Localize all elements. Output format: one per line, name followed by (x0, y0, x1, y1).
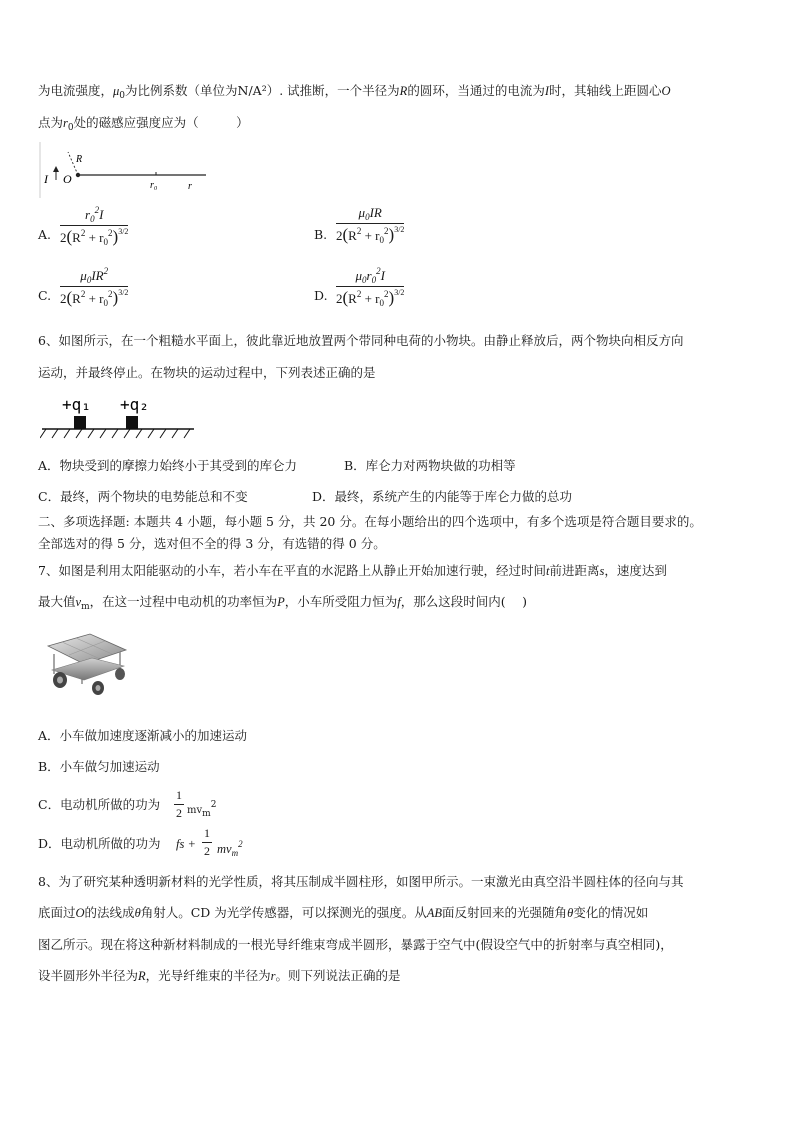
q7-line1-pre: 7、如图是利用太阳能驱动的小车，若小车在平直的水泥路上从静止开始加速行驶，经过时间 (38, 563, 546, 578)
r0-sub: 0 (67, 123, 74, 133)
q8-line2-mid: 的法线成 (84, 905, 135, 920)
ring-axis-figure (36, 142, 206, 198)
q7-line1-end: ，速度达到 (604, 563, 667, 578)
q8-line2-pre: 底面过 (38, 905, 76, 920)
q5-option-b-label: B. (314, 227, 328, 242)
q5-option-a-label: A. (38, 227, 52, 242)
q7-option-d-text: D．电动机所做的功为 (38, 836, 161, 851)
q7-line2-end: ，那么这段时间内( ) (400, 594, 528, 609)
q6-option-c: C．最终，两个物块的电势能总和不变 (38, 489, 248, 504)
q8-text-line3: 图乙所示。现在将这种新材料制成的一根光导纤维束弯成半圆形，暴露于空气中(假设空气中的折射率与真空相同)， (38, 937, 673, 952)
q7-c-mv: mv (187, 805, 203, 816)
q8-text-line2 (38, 904, 648, 922)
q5-line1-pre: 为电流强度， (38, 83, 114, 98)
q6-option-a: A．物块受到的摩擦力始终小于其受到的库仑力 (38, 458, 298, 473)
q6-option-b: B．库仑力对两物块做的功相等 (344, 458, 516, 473)
q7-option-c-text: C．电动机所做的功为 (38, 797, 161, 812)
theta-symbol: θ (134, 906, 141, 920)
section2-line2: 全部选对的得 5 分，选对但不全的得 3 分，有选错的得 0 分。 (38, 536, 386, 551)
q7-option-d-fs: fs + (176, 837, 196, 851)
q5-line2-pre: 点为 (38, 115, 64, 130)
q7-option-c-frac (174, 788, 184, 821)
q8-line2-mid3: 面反射回来的光强随角 (442, 905, 568, 920)
fig-q2-label: +q₂ (120, 395, 149, 414)
fig-r0-label: r₀ (150, 180, 158, 191)
q7-option-c-mv (187, 796, 216, 823)
q7-d-sup: 2 (238, 839, 243, 849)
fig-O-label: O (63, 172, 72, 186)
q5-text-line2 (38, 114, 249, 137)
q7-c-sub: m (202, 809, 211, 819)
mu0-sub: 0 (119, 91, 126, 101)
r0-symbol: r (63, 116, 68, 130)
theta-symbol-2: θ (567, 906, 574, 920)
mu0-symbol: μ (113, 84, 120, 98)
q7-line1-mid: 前进距离 (549, 563, 600, 578)
q5-line2-end: 处的磁感应强度应为（ ） (73, 115, 249, 130)
q7-line2-pre: 最大值 (38, 594, 76, 609)
q8-text-line4 (38, 967, 401, 985)
q7-line2-mid: ，在这一过程中电动机的功率恒为 (89, 594, 278, 609)
charged-blocks-figure (40, 392, 198, 440)
fig-r-label: r (188, 181, 192, 192)
q5-option-d-formula: $\mu_0r_0^2I$ $2(R^2 + r_0^2)^{3/2}$ (336, 266, 405, 308)
q8-r-symbol: r (270, 969, 276, 983)
fig-I-label: I (44, 172, 48, 186)
q5-text-line1 (38, 82, 671, 105)
q7-c-den: 2 (176, 806, 182, 820)
P-symbol: P (277, 595, 285, 609)
q8-line4-pre: 设半圆形外半径为 (38, 968, 139, 983)
q7-text-line2 (38, 593, 527, 616)
q5-option-d-label: D. (314, 288, 328, 303)
q5-option-c-formula: $\mu_0IR^2$ $2(R^2 + r_0^2)^{3/2}$ (60, 266, 129, 308)
q7-c-sup: 2 (210, 800, 217, 810)
q5-option-c-label: C. (38, 288, 52, 303)
vm-symbol: v (75, 595, 82, 609)
section2-line1: 二、多项选择题: 本题共 4 小题，每小题 5 分，共 20 分。在每小题给出的四个选项中，有多个选项是符合题目要求的。 (38, 514, 702, 529)
q7-d-den: 2 (204, 844, 210, 858)
q7-d-mv: mv (217, 842, 232, 856)
q6-option-d: D．最终，系统产生的内能等于库仑力做的总功 (312, 489, 573, 504)
AB-symbol: AB (426, 906, 443, 920)
q7-option-d-frac (202, 826, 212, 859)
q7-c-num: 1 (176, 788, 182, 802)
I-symbol: I (544, 84, 549, 98)
q7-text-line1 (38, 562, 667, 580)
q7-d-num: 1 (204, 826, 210, 840)
q8-line4-end: 。则下列说法正确的是 (275, 968, 401, 983)
s-symbol: s (599, 564, 605, 578)
q8-line4-mid: ，光导纤维束的半径为 (145, 968, 271, 983)
q6-text-line2: 运动，并最终停止。在物块的运动过程中，下列表述正确的是 (38, 365, 376, 380)
q8-line2-mid2: 角射人。CD 为光学传感器，可以探测光的强度。从 (140, 905, 427, 920)
vm-sub: m (81, 602, 90, 612)
f-symbol: f (397, 595, 401, 609)
q8-text-line1: 8、为了研究某种透明新材料的光学性质，将其压制成半圆柱形，如图甲所示。一束激光由真空沿半圆柱体的径向与其 (38, 874, 684, 889)
fig-R-label: R (76, 154, 83, 165)
q8-line2-end: 变化的情况如 (573, 905, 649, 920)
R-symbol: R (399, 84, 408, 98)
q7-option-a: A．小车做加速度逐渐减小的加速运动 (38, 728, 248, 743)
q5-line1-mid2: 的圆环，当通过的电流为 (407, 83, 545, 98)
q7-d-sub: m (231, 848, 239, 858)
q7-option-b: B．小车做匀加速运动 (38, 759, 160, 774)
q5-option-a-formula: $r_0^2I$ $2(R^2 + r_0^2)^{3/2}$ (60, 205, 129, 247)
t-symbol: t (545, 564, 550, 578)
q8-O-symbol: O (75, 906, 85, 920)
q8-R-symbol: R (138, 969, 146, 983)
q7-option-d-mv (217, 835, 243, 862)
q5-line1-mid: 为比例系数（单位为N/A²）. 试推断，一个半径为 (125, 83, 400, 98)
q7-line2-mid2: ，小车所受阻力恒为 (284, 594, 398, 609)
solar-car-image (42, 628, 130, 696)
q6-text-line1: 6、如图所示，在一个粗糙水平面上，彼此靠近地放置两个带同种电荷的小物块。由静止释放后，两个物块向相反方向 (38, 333, 684, 348)
q5-line1-end: 时，其轴线上距圆心 (549, 83, 662, 98)
O-symbol: O (661, 84, 671, 98)
fig-q1-label: +q₁ (62, 395, 91, 414)
q5-option-b-formula: $\mu_0IR$ $2(R^2 + r_0^2)^{3/2}$ (336, 205, 405, 245)
